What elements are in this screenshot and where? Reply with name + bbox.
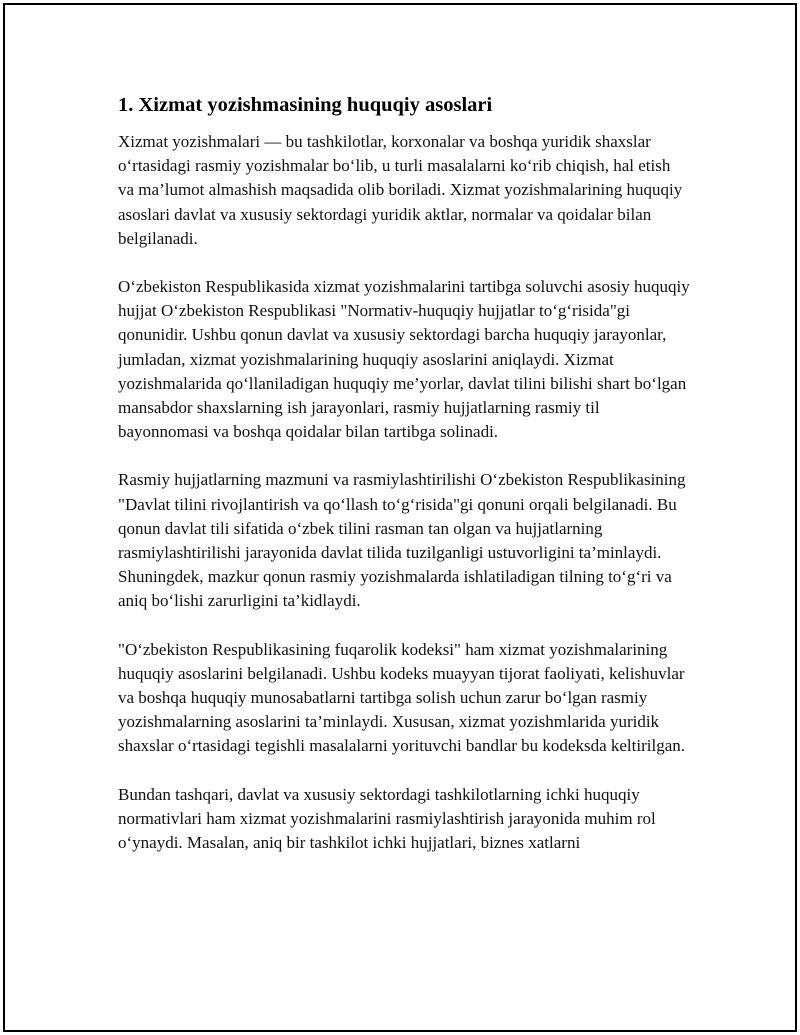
paragraph-2: O‘zbekiston Respublikasida xizmat yozishmalarini tartibga soluvchi asosiy huquqiy hujjat O‘zbekiston Respublikasi "Normativ-huquqiy hujjatlar to‘g‘risida"gi qonunidir. Ushbu qonun davlat va xususiy sektordagi barcha huquqiy jarayonlar, jumladan, xizmat yozishmalarining huquqiy asoslarini aniqlaydi. Xizmat yozishmalarida qo‘llaniladigan huquqiy me’yorlar, davlat tilini bilishi shart bo‘lgan mansabdor shaxslarning ish jarayonlari, rasmiy hujjatlarning rasmiy til bayonnomasi va boshqa qoidalar bilan tartibga solinadi. (118, 277, 690, 442)
document-body (118, 92, 690, 879)
paragraph-3: Rasmiy hujjatlarning mazmuni va rasmiylashtirilishi O‘zbekiston Respublikasining "Davlat tilini rivojlantirish va qo‘llash to‘g‘risida"gi qonuni orqali belgilanadi. Bu qonun davlat tili sifatida o‘zbek tilini rasman tan olgan va hujjatlarning rasmiylashtirilishi jarayonida davlat tilida tuzilganligi ustuvorligini ta’minlaydi. Shuningdek, mazkur qonun rasmiy yozishmalarda ishlatiladigan tilning to‘g‘ri va aniq bo‘lishi zarurligini ta’kidlaydi. (118, 470, 686, 611)
paragraph-4: "O‘zbekiston Respublikasining fuqarolik kodeksi" ham xizmat yozishmalarining huquqiy asoslarini belgilanadi. Ushbu kodeks muayyan tijorat faoliyati, kelishuvlar va boshqa huquqiy munosabatlarni tartibga solish uchun zarur bo‘lgan rasmiy yozishmalarning asoslarini ta’minlaydi. Xususan, xizmat yozishmlarida yuridik shaxslar o‘rtasidagi tegishli masalalarni yorituvchi bandlar bu kodeksda keltirilgan. (118, 639, 685, 756)
paragraph-1: Xizmat yozishmalari — bu tashkilotlar, korxonalar va boshqa yuridik shaxslar o‘rtasidagi rasmiy yozishmalar bo‘lib, u turli masalalarni ko‘rib chiqish, hal etish va ma’lumot almashish maqsadida olib boriladi. Xizmat yozishmalarining huquqiy asoslari davlat va xususiy sektordagi yuridik aktlar, normalar va qoidalar bilan belgilanadi. (118, 132, 683, 248)
paragraph-5: Bundan tashqari, davlat va xususiy sektordagi tashkilotlarning ichki huquqiy normativlari ham xizmat yozishmalarini rasmiylashtirish jarayonida muhim rol o‘ynaydi. Masalan, aniq bir tashkilot ichki hujjatlari, biznes xatlarni (118, 784, 656, 853)
section-heading: 1. Xizmat yozishmasining huquqiy asoslari (118, 94, 493, 116)
